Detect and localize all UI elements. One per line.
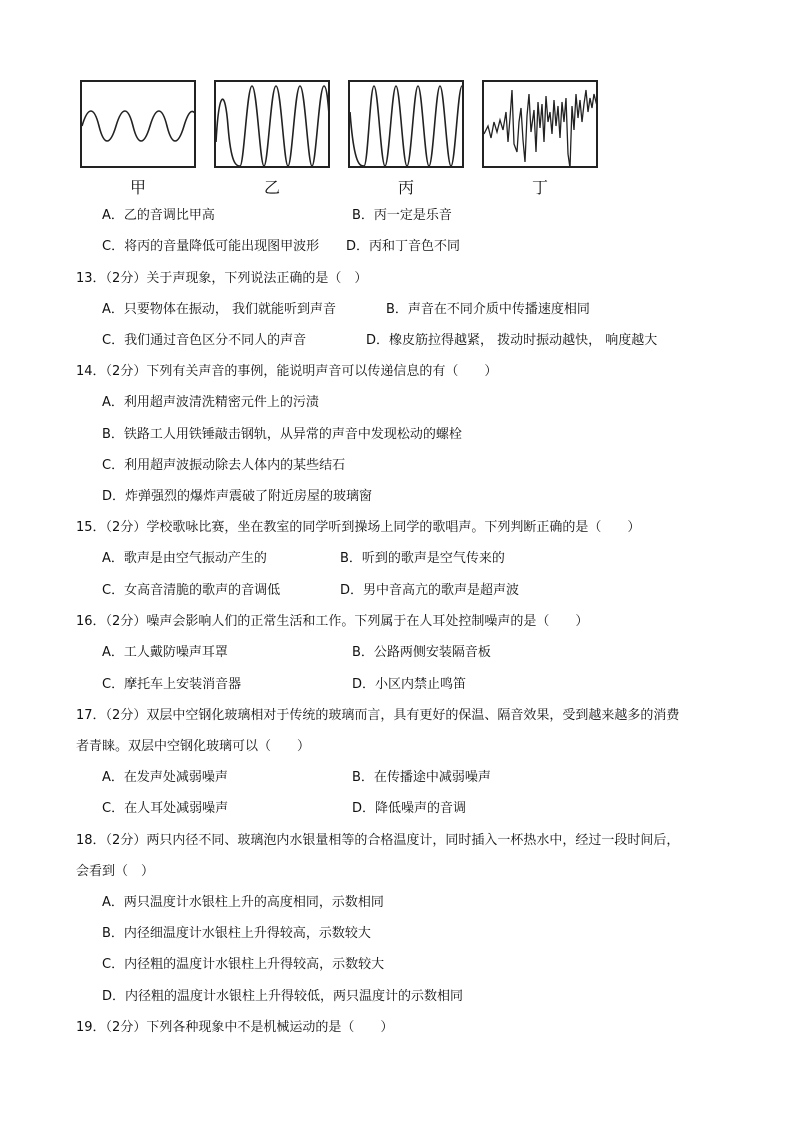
- q14-option-d: D．炸弹强烈的爆炸声震破了附近房屋的玻璃窗: [102, 489, 373, 504]
- q13-option-c: C．我们通过音色区分不同人的声音: [102, 333, 307, 348]
- q13-option-a: A．只要物体在振动， 我们就能听到声音: [102, 302, 337, 317]
- q16-option-c: C．摩托车上安装消音器: [102, 677, 242, 692]
- q17-stem-line1: 17．（2分）双层中空钢化玻璃相对于传统的玻璃而言，具有更好的保温、隔音效果，受到越来越多的消费: [76, 708, 680, 723]
- q18-option-c: C．内径粗的温度计水银柱上升得较高，示数较大: [102, 957, 385, 972]
- q15-option-a: A．歌声是由空气振动产生的: [102, 551, 267, 566]
- q17-option-c: C．在人耳处减弱噪声: [102, 801, 229, 816]
- q15-option-c: C．女高音清脆的歌声的音调低: [102, 583, 281, 598]
- q16-stem: 16．（2分）噪声会影响人们的正常生活和工作。下列属于在人耳处控制噪声的是（ ）: [76, 614, 589, 629]
- waveform-label-bing: 丙: [397, 178, 414, 197]
- q17-option-d: D．降低噪声的音调: [352, 801, 467, 816]
- q18-stem-line1: 18．（2分）两只内径不同、玻璃泡内水银量相等的合格温度计，同时插入一杯热水中，经过一段时间后，: [76, 833, 680, 848]
- q12-option-a: A．乙的音调比甲高: [102, 208, 215, 223]
- q15-option-b: B．听到的歌声是空气传来的: [340, 551, 505, 566]
- q17-option-b: B．在传播途中减弱噪声: [352, 770, 491, 785]
- q18-option-b: B．内径细温度计水银柱上升得较高，示数较大: [102, 926, 371, 941]
- q14-option-b: B．铁路工人用铁锤敲击钢轨，从异常的声音中发现松动的螺栓: [102, 427, 462, 442]
- q17-option-a: A．在发声处减弱噪声: [102, 770, 228, 785]
- q16-option-b: B．公路两侧安装隔音板: [352, 645, 491, 660]
- q12-option-d: D．丙和丁音色不同: [346, 239, 461, 254]
- q17-stem-line2: 者青睐。双层中空钢化玻璃可以（ ）: [76, 739, 311, 754]
- waveform-yi: [214, 80, 330, 168]
- waveform-label-jia: 甲: [129, 178, 146, 197]
- q18-stem-line2: 会看到（ ）: [76, 864, 155, 879]
- q12-option-c: C．将丙的音量降低可能出现图甲波形: [102, 239, 320, 254]
- q16-option-d: D．小区内禁止鸣笛: [352, 677, 467, 692]
- q15-option-d: D．男中音高亢的歌声是超声波: [340, 583, 520, 598]
- q14-option-a: A．利用超声波清洗精密元件上的污渍: [102, 395, 319, 410]
- q12-option-b: B．丙一定是乐音: [352, 208, 452, 223]
- q18-option-a: A．两只温度计水银柱上升的高度相同，示数相同: [102, 895, 384, 910]
- waveform-ding: [482, 80, 598, 168]
- q14-stem: 14．（2分）下列有关声音的事例，能说明声音可以传递信息的有（ ）: [76, 364, 498, 379]
- q19-stem: 19．（2分）下列各种现象中不是机械运动的是（ ）: [76, 1020, 394, 1035]
- q18-option-d: D．内径粗的温度计水银柱上升得较低，两只温度计的示数相同: [102, 989, 464, 1004]
- q14-option-c: C．利用超声波振动除去人体内的某些结石: [102, 458, 346, 473]
- q16-option-a: A．工人戴防噪声耳罩: [102, 645, 228, 660]
- waveform-label-ding: 丁: [531, 178, 548, 197]
- waveform-bing: [348, 80, 464, 168]
- waveform-label-yi: 乙: [263, 178, 280, 197]
- q13-stem: 13．（2分）关于声现象，下列说法正确的是（ ）: [76, 271, 368, 286]
- q13-option-b: B．声音在不同介质中传播速度相同: [386, 302, 590, 317]
- waveform-jia: [80, 80, 196, 168]
- q13-option-d: D．橡皮筋拉得越紧， 拨动时振动越快， 响度越大: [366, 333, 658, 348]
- q15-stem: 15．（2分）学校歌咏比赛，坐在教室的同学听到操场上同学的歌唱声。下列判断正确的是（ ）: [76, 520, 641, 535]
